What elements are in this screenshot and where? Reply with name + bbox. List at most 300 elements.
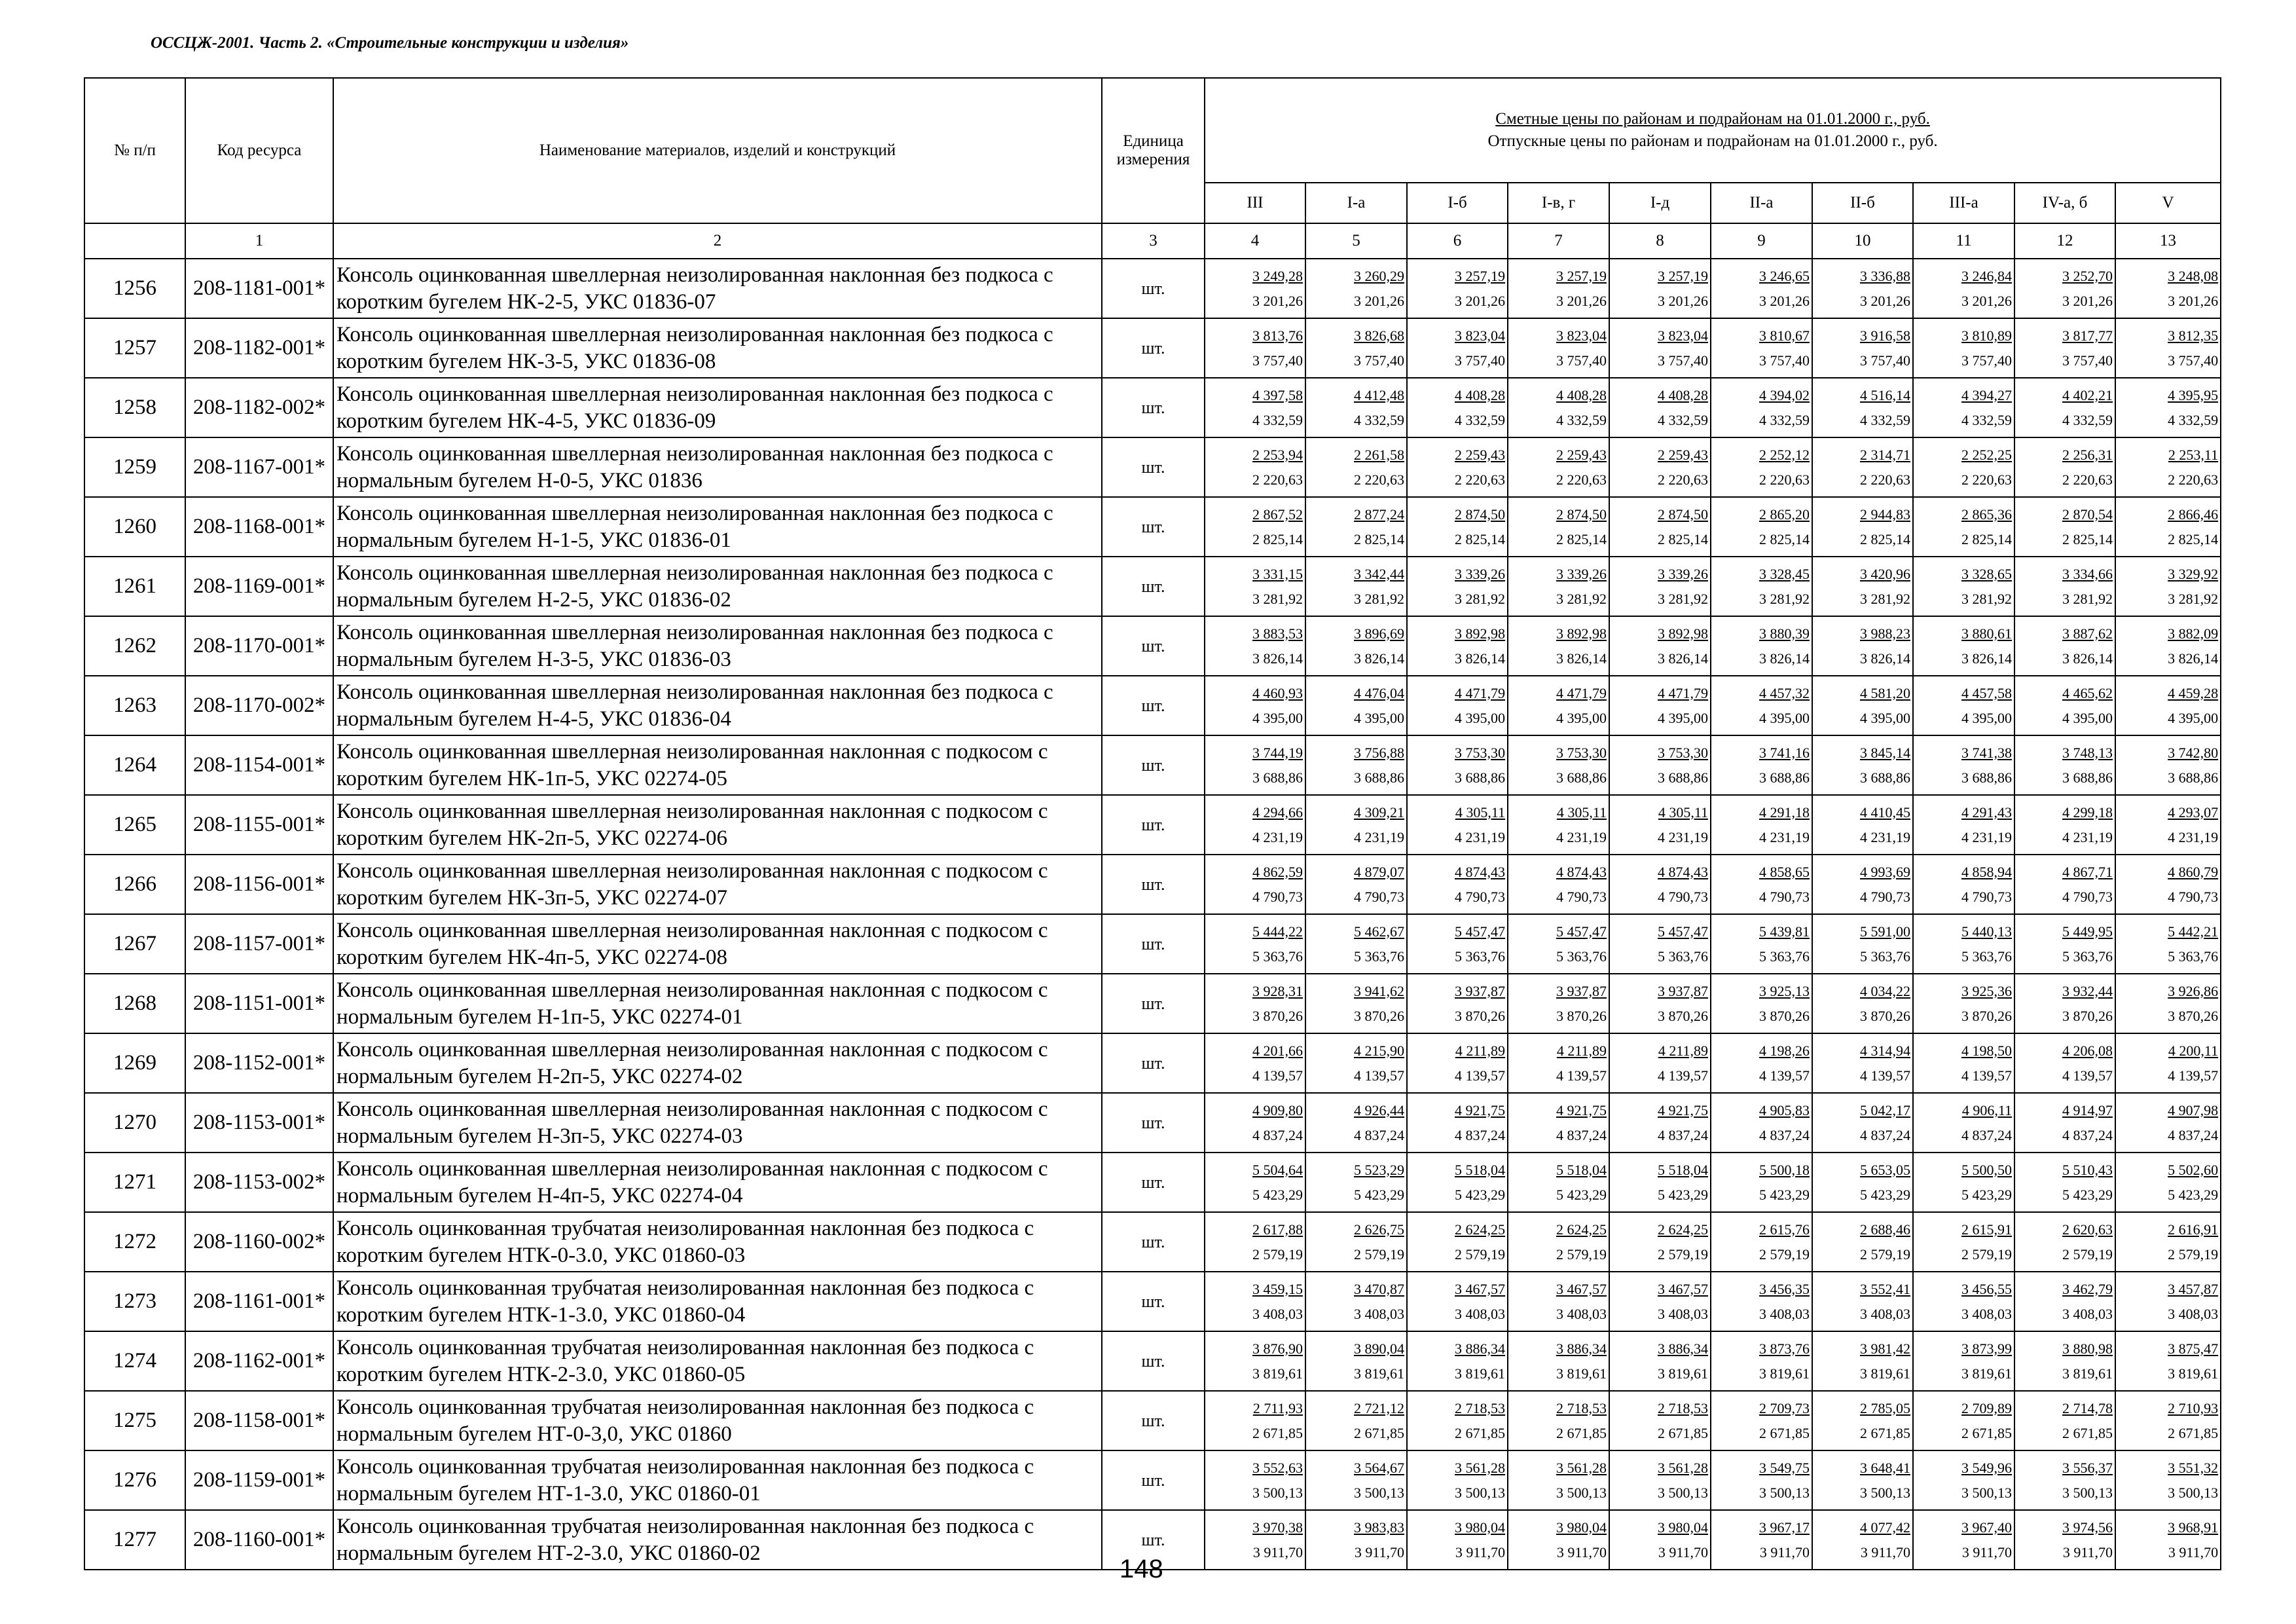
release-price: 2 220,63 (1860, 471, 1910, 488)
price-cell (1205, 974, 1305, 1033)
estimate-price: 3 246,65 (1759, 267, 1810, 284)
column-index: 7 (1508, 223, 1609, 259)
release-price: 3 688,86 (2168, 769, 2219, 786)
estimate-price: 3 980,04 (1455, 1519, 1505, 1536)
resource-code: 208-1182-002* (185, 378, 333, 437)
estimate-price: 3 744,19 (1252, 744, 1303, 761)
item-name: Консоль оцинкованная трубчатая неизолированная наклонная без подкоса с коротким бугелем НТК-0-3.0, УКС 01860-03 (333, 1212, 1102, 1272)
release-price: 4 395,00 (1860, 709, 1910, 726)
row-number: 1273 (84, 1272, 185, 1331)
region-header: IV-а, б (2014, 183, 2115, 223)
estimate-price: 3 339,26 (1658, 565, 1708, 582)
col-header-code: Код ресурса (185, 78, 333, 223)
price-cell (1205, 616, 1305, 676)
price-cell (1508, 616, 1609, 676)
region-header: I-б (1407, 183, 1508, 223)
row-number: 1269 (84, 1033, 185, 1093)
release-price: 3 826,14 (1252, 650, 1303, 667)
resource-code: 208-1170-002* (185, 676, 333, 735)
release-price: 5 423,29 (1860, 1186, 1910, 1203)
release-price: 3 757,40 (2168, 352, 2219, 369)
estimate-price: 3 470,87 (1354, 1280, 1404, 1297)
price-cell (1711, 616, 1812, 676)
release-price: 3 870,26 (1252, 1007, 1303, 1024)
price-cell (2115, 1272, 2221, 1331)
price-cell (1508, 676, 1609, 735)
price-cell (1812, 437, 1913, 497)
resource-code: 208-1170-001* (185, 616, 333, 676)
release-price: 2 579,19 (1961, 1246, 2012, 1263)
estimate-price: 2 874,50 (1455, 506, 1505, 523)
resource-code: 208-1151-001* (185, 974, 333, 1033)
release-price: 3 911,70 (1961, 1543, 2012, 1560)
estimate-price: 3 988,23 (1860, 625, 1910, 642)
price-cell (1913, 1033, 2014, 1093)
estimate-price: 5 518,04 (1658, 1161, 1708, 1178)
price-cell (1913, 1331, 2014, 1391)
row-number: 1257 (84, 318, 185, 378)
row-number: 1274 (84, 1331, 185, 1391)
unit: шт. (1102, 1272, 1205, 1331)
estimate-price: 4 412,48 (1354, 386, 1404, 403)
price-cell (1305, 1212, 1407, 1272)
price-cell (1812, 1272, 1913, 1331)
table-row (84, 1033, 2221, 1093)
release-price: 3 870,26 (2062, 1007, 2113, 1024)
price-cell (1711, 437, 1812, 497)
estimate-price: 4 906,11 (1961, 1101, 2012, 1118)
estimate-price: 3 887,62 (2062, 625, 2113, 642)
price-cell (1305, 616, 1407, 676)
price-cell (2014, 259, 2115, 318)
item-name: Консоль оцинкованная швеллерная неизолированная наклонная с подкосом с коротким бугелем НК-1п-5, УКС 02274-05 (333, 735, 1102, 795)
release-price: 5 423,29 (1354, 1186, 1404, 1203)
estimate-price: 2 259,43 (1455, 446, 1505, 463)
unit: шт. (1102, 855, 1205, 914)
estimate-price: 5 042,17 (1860, 1101, 1910, 1118)
release-price: 3 757,40 (1860, 352, 1910, 369)
estimate-price: 3 334,66 (2062, 565, 2113, 582)
estimate-price: 3 983,83 (1354, 1519, 1404, 1536)
item-name: Консоль оцинкованная трубчатая неизолированная наклонная без подкоса с нормальным бугелем НТ-1-3.0, УКС 01860-01 (333, 1450, 1102, 1510)
estimate-price: 3 339,26 (1556, 565, 1607, 582)
estimate-price: 4 874,43 (1658, 863, 1708, 880)
price-cell (1205, 318, 1305, 378)
estimate-price: 3 932,44 (2062, 982, 2113, 999)
release-price: 2 825,14 (1658, 530, 1708, 547)
price-cell (1508, 855, 1609, 914)
price-cell (1609, 914, 1711, 974)
price-cell (2014, 676, 2115, 735)
release-price: 2 220,63 (2168, 471, 2219, 488)
release-price: 4 837,24 (1556, 1126, 1607, 1143)
release-price: 3 688,86 (1759, 769, 1810, 786)
release-price: 5 423,29 (1759, 1186, 1810, 1203)
price-cell (1508, 1153, 1609, 1212)
release-price: 4 139,57 (1658, 1067, 1708, 1084)
row-number: 1266 (84, 855, 185, 914)
price-cell (2115, 855, 2221, 914)
price-cell (1711, 557, 1812, 616)
estimate-price: 5 591,00 (1860, 923, 1910, 940)
release-price: 3 408,03 (1455, 1305, 1505, 1322)
price-cell (2014, 914, 2115, 974)
price-cell (1711, 1093, 1812, 1153)
price-cell (1812, 497, 1913, 557)
price-cell (1508, 437, 1609, 497)
estimate-price: 4 201,66 (1252, 1042, 1303, 1059)
release-price: 2 825,14 (1759, 530, 1810, 547)
resource-code: 208-1158-001* (185, 1391, 333, 1450)
price-cell (1609, 1391, 1711, 1450)
release-price: 2 671,85 (2062, 1424, 2113, 1441)
price-cell (1913, 497, 2014, 557)
price-cell (1305, 1033, 1407, 1093)
estimate-price: 3 339,26 (1455, 565, 1505, 582)
estimate-price: 3 564,67 (1354, 1459, 1404, 1476)
release-price: 4 332,59 (1961, 411, 2012, 428)
price-cell (1407, 1153, 1508, 1212)
estimate-price: 4 394,27 (1961, 386, 2012, 403)
price-cell (1812, 1093, 1913, 1153)
table-row (84, 497, 2221, 557)
release-price: 3 826,14 (1759, 650, 1810, 667)
estimate-price: 4 200,11 (2168, 1042, 2219, 1059)
price-cell (1913, 557, 2014, 616)
unit: шт. (1102, 914, 1205, 974)
release-price: 3 819,61 (1961, 1365, 2012, 1382)
unit: шт. (1102, 1510, 1205, 1570)
price-cell (1508, 1272, 1609, 1331)
release-price: 2 825,14 (1860, 530, 1910, 547)
release-price: 3 408,03 (1252, 1305, 1303, 1322)
estimate-price: 3 928,31 (1252, 982, 1303, 999)
estimate-price: 4 291,43 (1961, 803, 2012, 821)
release-price: 3 688,86 (1354, 769, 1404, 786)
resource-code: 208-1161-001* (185, 1272, 333, 1331)
estimate-price: 3 462,79 (2062, 1280, 2113, 1297)
estimate-price: 4 408,28 (1658, 386, 1708, 403)
price-cell (1407, 1391, 1508, 1450)
release-price: 3 911,70 (1759, 1543, 1810, 1560)
price-cell (1205, 1391, 1305, 1450)
price-cell (1305, 676, 1407, 735)
estimate-price: 3 876,90 (1252, 1340, 1303, 1357)
column-index: 4 (1205, 223, 1305, 259)
estimate-price: 3 817,77 (2062, 327, 2113, 344)
release-price: 3 819,61 (1354, 1365, 1404, 1382)
estimate-price: 3 826,68 (1354, 327, 1404, 344)
estimate-price: 4 457,32 (1759, 684, 1810, 701)
release-price: 3 281,92 (1658, 590, 1708, 607)
release-price: 3 500,13 (1658, 1484, 1708, 1501)
release-price: 4 139,57 (1556, 1067, 1607, 1084)
release-price: 3 911,70 (1252, 1543, 1303, 1560)
item-name: Консоль оцинкованная швеллерная неизолированная наклонная без подкоса с нормальным бугелем Н-4-5, УКС 01836-04 (333, 676, 1102, 735)
estimate-price: 2 865,20 (1759, 506, 1810, 523)
estimate-price: 2 620,63 (2062, 1221, 2113, 1238)
release-price: 2 671,85 (1252, 1424, 1303, 1441)
release-price: 3 826,14 (1658, 650, 1708, 667)
resource-code: 208-1181-001* (185, 259, 333, 318)
release-price: 3 826,14 (1860, 650, 1910, 667)
release-price: 4 837,24 (2062, 1126, 2113, 1143)
release-price: 3 826,14 (1455, 650, 1505, 667)
estimate-price: 3 552,41 (1860, 1280, 1910, 1297)
release-price: 3 201,26 (1658, 292, 1708, 309)
estimate-price: 5 500,18 (1759, 1161, 1810, 1178)
release-price: 2 220,63 (1556, 471, 1607, 488)
release-price: 3 201,26 (2168, 292, 2219, 309)
release-price: 3 826,14 (1556, 650, 1607, 667)
release-price: 3 688,86 (1556, 769, 1607, 786)
estimate-price: 4 874,43 (1455, 863, 1505, 880)
release-price: 3 911,70 (1860, 1543, 1910, 1560)
resource-code: 208-1168-001* (185, 497, 333, 557)
release-price: 4 837,24 (1658, 1126, 1708, 1143)
item-name: Консоль оцинкованная швеллерная неизолированная наклонная без подкоса с коротким бугелем НК-2-5, УКС 01836-07 (333, 259, 1102, 318)
estimate-price: 2 253,94 (1252, 446, 1303, 463)
release-price: 3 500,13 (1252, 1484, 1303, 1501)
release-price: 3 757,40 (1252, 352, 1303, 369)
price-cell (1205, 497, 1305, 557)
item-name: Консоль оцинкованная швеллерная неизолированная наклонная с подкосом с нормальным бугелем Н-3п-5, УКС 02274-03 (333, 1093, 1102, 1153)
price-cell (1305, 318, 1407, 378)
estimate-price: 4 460,93 (1252, 684, 1303, 701)
release-price: 5 363,76 (1252, 948, 1303, 965)
column-index: 3 (1102, 223, 1205, 259)
release-price: 3 819,61 (1759, 1365, 1810, 1382)
price-table-body (84, 259, 2221, 1570)
estimate-price: 4 921,75 (1658, 1101, 1708, 1118)
estimate-price: 3 873,99 (1961, 1340, 2012, 1357)
price-cell (1913, 855, 2014, 914)
price-cell (1407, 1450, 1508, 1510)
table-row (84, 795, 2221, 855)
estimate-price: 2 718,53 (1658, 1399, 1708, 1416)
resource-code: 208-1169-001* (185, 557, 333, 616)
price-cell (1609, 378, 1711, 437)
release-price: 3 688,86 (2062, 769, 2113, 786)
release-price: 4 139,57 (1860, 1067, 1910, 1084)
price-cell (1205, 1450, 1305, 1510)
estimate-price: 5 504,64 (1252, 1161, 1303, 1178)
price-cell (2115, 1510, 2221, 1570)
release-price: 2 825,14 (2062, 530, 2113, 547)
estimate-price: 2 259,43 (1556, 446, 1607, 463)
estimate-price: 3 456,35 (1759, 1280, 1810, 1297)
price-cell (1205, 676, 1305, 735)
resource-code: 208-1182-001* (185, 318, 333, 378)
estimate-price: 2 314,71 (1860, 446, 1910, 463)
release-price: 4 790,73 (2062, 888, 2113, 905)
estimate-price: 3 246,84 (1961, 267, 2012, 284)
price-cell (1508, 1450, 1609, 1510)
table-row (84, 974, 2221, 1033)
release-price: 4 139,57 (1455, 1067, 1505, 1084)
price-cell (1305, 259, 1407, 318)
table-row (84, 1153, 2221, 1212)
price-cell (2115, 378, 2221, 437)
unit: шт. (1102, 616, 1205, 676)
row-number: 1272 (84, 1212, 185, 1272)
release-price: 3 826,14 (2168, 650, 2219, 667)
estimate-price: 4 402,21 (2062, 386, 2113, 403)
estimate-price: 3 892,98 (1658, 625, 1708, 642)
unit: шт. (1102, 437, 1205, 497)
release-price: 3 911,70 (1455, 1543, 1505, 1560)
col-header-num: № п/п (84, 78, 185, 223)
release-price: 4 837,24 (1759, 1126, 1810, 1143)
release-price: 2 671,85 (1556, 1424, 1607, 1441)
release-price: 4 139,57 (2168, 1067, 2219, 1084)
release-price: 5 363,76 (2168, 948, 2219, 965)
price-cell (2115, 318, 2221, 378)
region-header: III (1205, 183, 1305, 223)
estimate-price: 3 925,13 (1759, 982, 1810, 999)
price-cell (1407, 1093, 1508, 1153)
item-name: Консоль оцинкованная швеллерная неизолированная наклонная с подкосом с коротким бугелем НК-3п-5, УКС 02274-07 (333, 855, 1102, 914)
release-price: 2 671,85 (2168, 1424, 2219, 1441)
estimate-price: 5 518,04 (1556, 1161, 1607, 1178)
price-cell (1913, 437, 2014, 497)
price-cell (1508, 974, 1609, 1033)
estimate-price: 5 457,47 (1455, 923, 1505, 940)
release-price: 5 363,76 (1759, 948, 1810, 965)
estimate-price: 5 449,95 (2062, 923, 2113, 940)
estimate-price: 5 444,22 (1252, 923, 1303, 940)
unit: шт. (1102, 497, 1205, 557)
estimate-price: 3 926,86 (2168, 982, 2219, 999)
release-price: 3 819,61 (1860, 1365, 1910, 1382)
release-price: 3 819,61 (1455, 1365, 1505, 1382)
table-row (84, 855, 2221, 914)
release-price: 4 332,59 (1252, 411, 1303, 428)
release-price: 2 220,63 (1455, 471, 1505, 488)
estimate-price: 2 617,88 (1252, 1221, 1303, 1238)
release-price: 4 837,24 (1354, 1126, 1404, 1143)
price-cell (1812, 616, 1913, 676)
price-cell (1812, 378, 1913, 437)
resource-code: 208-1162-001* (185, 1331, 333, 1391)
release-price: 3 757,40 (1759, 352, 1810, 369)
estimate-price: 4 305,11 (1658, 803, 1708, 821)
release-price: 4 332,59 (1759, 411, 1810, 428)
price-cell (1305, 974, 1407, 1033)
release-price: 2 671,85 (1860, 1424, 1910, 1441)
release-price: 3 870,26 (1354, 1007, 1404, 1024)
release-price: 3 408,03 (1556, 1305, 1607, 1322)
price-cell (1508, 1093, 1609, 1153)
release-price: 3 500,13 (1961, 1484, 2012, 1501)
release-price: 2 579,19 (1252, 1246, 1303, 1263)
estimate-price: 5 523,29 (1354, 1161, 1404, 1178)
price-cell (1711, 378, 1812, 437)
release-price: 4 790,73 (1658, 888, 1708, 905)
estimate-price: 4 408,28 (1455, 386, 1505, 403)
item-name: Консоль оцинкованная трубчатая неизолированная наклонная без подкоса с нормальным бугелем НТ-2-3.0, УКС 01860-02 (333, 1510, 1102, 1570)
release-price: 3 281,92 (1455, 590, 1505, 607)
item-name: Консоль оцинкованная швеллерная неизолированная наклонная без подкоса с коротким бугелем НК-4-5, УКС 01836-09 (333, 378, 1102, 437)
release-price: 5 363,76 (1860, 948, 1910, 965)
estimate-price: 5 653,05 (1860, 1161, 1910, 1178)
estimate-price: 2 253,11 (2168, 446, 2219, 463)
row-number: 1268 (84, 974, 185, 1033)
release-price: 5 423,29 (1658, 1186, 1708, 1203)
release-price: 3 281,92 (1354, 590, 1404, 607)
estimate-price: 4 034,22 (1860, 982, 1910, 999)
price-cell (1407, 378, 1508, 437)
row-number: 1263 (84, 676, 185, 735)
estimate-price: 3 741,38 (1961, 744, 2012, 761)
price-cell (1305, 378, 1407, 437)
release-price: 3 201,26 (1860, 292, 1910, 309)
release-price: 2 671,85 (1759, 1424, 1810, 1441)
release-price: 3 911,70 (1658, 1543, 1708, 1560)
price-cell (1407, 974, 1508, 1033)
document-header: ОССЦЖ-2001. Часть 2. «Строительные конструкции и изделия» (151, 34, 629, 52)
price-cell (1407, 795, 1508, 855)
table-row (84, 259, 2221, 318)
release-price: 3 281,92 (2168, 590, 2219, 607)
unit: шт. (1102, 735, 1205, 795)
estimate-price: 2 877,24 (1354, 506, 1404, 523)
unit: шт. (1102, 795, 1205, 855)
row-number: 1261 (84, 557, 185, 616)
price-cell (1812, 1331, 1913, 1391)
estimate-price: 3 968,91 (2168, 1519, 2219, 1536)
price-cell (1305, 437, 1407, 497)
price-cell (1609, 795, 1711, 855)
estimate-price: 3 753,30 (1658, 744, 1708, 761)
estimate-price: 3 249,28 (1252, 267, 1303, 284)
price-cell (2014, 1093, 2115, 1153)
table-row (84, 1272, 2221, 1331)
row-number: 1267 (84, 914, 185, 974)
release-price: 4 395,00 (1455, 709, 1505, 726)
price-cell (1508, 1510, 1609, 1570)
release-price: 3 870,26 (1455, 1007, 1505, 1024)
price-cell (1812, 795, 1913, 855)
estimate-price: 5 457,47 (1658, 923, 1708, 940)
price-cell (1407, 259, 1508, 318)
estimate-price: 3 756,88 (1354, 744, 1404, 761)
estimate-price: 3 813,76 (1252, 327, 1303, 344)
estimate-price: 4 397,58 (1252, 386, 1303, 403)
estimate-price: 3 823,04 (1556, 327, 1607, 344)
estimate-price: 2 785,05 (1860, 1399, 1910, 1416)
price-cell (2115, 259, 2221, 318)
row-number: 1259 (84, 437, 185, 497)
release-price: 2 825,14 (2168, 530, 2219, 547)
estimate-price: 4 879,07 (1354, 863, 1404, 880)
estimate-price: 3 561,28 (1556, 1459, 1607, 1476)
price-cell (1711, 1272, 1812, 1331)
release-price: 3 201,26 (1354, 292, 1404, 309)
estimate-price: 4 465,62 (2062, 684, 2113, 701)
price-cell (2115, 735, 2221, 795)
release-price: 3 500,13 (1455, 1484, 1505, 1501)
release-price: 3 819,61 (1556, 1365, 1607, 1382)
price-cell (1305, 1093, 1407, 1153)
price-cell (1407, 1033, 1508, 1093)
price-cell (1508, 497, 1609, 557)
price-cell (2115, 1093, 2221, 1153)
release-price: 3 408,03 (2168, 1305, 2219, 1322)
estimate-price: 4 858,65 (1759, 863, 1810, 880)
release-price: 4 231,19 (1252, 828, 1303, 845)
release-price: 5 423,29 (2168, 1186, 2219, 1203)
